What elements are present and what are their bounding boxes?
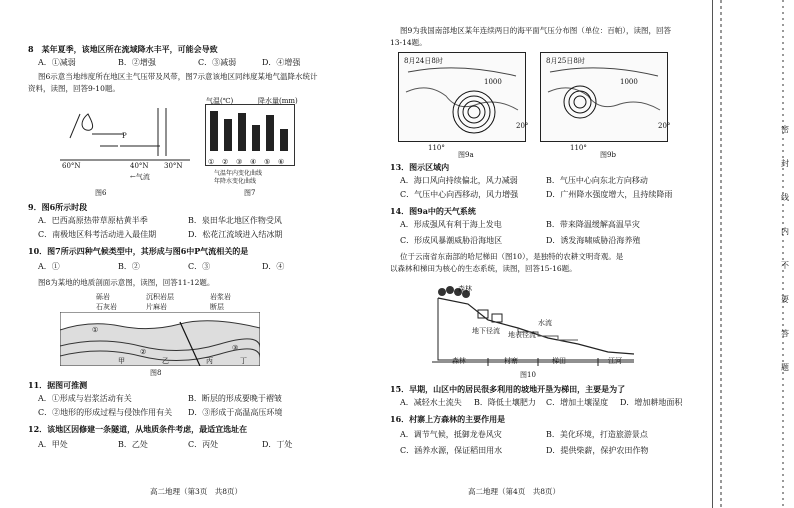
fig7-caption: 图7 (244, 189, 256, 197)
q16-option-b: B．美化环境，打造旅游景点 (546, 430, 648, 439)
q13-option-c: C．气压中心向西移动，风力增强 (400, 190, 519, 199)
q16-option-a: A．调节气候，抵御龙卷风灾 (400, 430, 502, 439)
q14-stem: 14．图9a中的天气系统 (390, 206, 476, 216)
fig8-label-3: ③ (232, 344, 239, 352)
intro-8: 图8为某地的地质剖面示意图，读图，回答11-12题。 (38, 278, 215, 287)
q9-option-d: D．松花江流域进入结冰期 (188, 230, 283, 239)
fig10-label-village: 村寨 (504, 357, 518, 365)
q10-option-d: D．④ (262, 262, 285, 271)
right-page (388, 0, 706, 508)
fig9b-lon: 110° (570, 144, 587, 152)
fig7-label-5: ⑤ (264, 158, 271, 166)
q13-option-b: B．气压中心向东北方向移动 (546, 176, 648, 185)
right-footer: 高二地理（第4页 共8页） (468, 487, 561, 496)
q15-option-b: B．降低土壤肥力 (474, 398, 536, 407)
fig8-legend-4: 石灰岩 (96, 303, 117, 311)
fig6-label-30n: 30°N (164, 162, 183, 170)
q8-option-d: D．④增强 (262, 58, 301, 67)
q11-option-c: C．②地形的形成过程与侵蚀作用有关 (38, 408, 173, 417)
fig9b-caption: 图9b (600, 151, 616, 159)
q11-option-d: D．③形成于高温高压环境 (188, 408, 283, 417)
binding-char-5: 不 (781, 261, 789, 270)
fig10-label-underground: 地下径流 (472, 327, 500, 335)
intro-6-7-line1: 图6示意当地纬度所在地区主气压带及风带，图7示意该地区同纬度某地气温降水统计 (38, 72, 318, 81)
fig8-label-yi: 乙 (162, 357, 169, 365)
fig9a-isobar: 1000 (484, 78, 502, 86)
q13-option-a: A．海口风向持续偏北，风力减弱 (400, 176, 518, 185)
fig6-label-60n: 60°N (62, 162, 81, 170)
intro-9-line2: 13-14题。 (390, 38, 427, 47)
fig10-label-forest-top: 森林 (458, 285, 472, 293)
binding-char-1: 密 (781, 125, 789, 134)
q16-stem: 16．村寨上方森林的主要作用是 (390, 414, 506, 424)
fig7-label-2: ② (222, 158, 229, 166)
q10-option-b: B．② (118, 262, 140, 271)
q12-option-b: B．乙处 (118, 440, 148, 449)
fig9a-date: 8月24日8时 (404, 57, 443, 65)
q10-stem: 10．图7所示四种气候类型中，其形成与图6中P气流相关的是 (28, 246, 249, 256)
fig9b-isobar: 1000 (620, 78, 638, 86)
fig6-label-airflow: ←气流 (130, 173, 150, 181)
fig7-label-1: ① (208, 158, 215, 166)
binding-margin (712, 0, 794, 508)
fig7-label-3: ③ (236, 158, 243, 166)
fig7-label-4: ④ (250, 158, 257, 166)
binding-char-4: 内 (781, 227, 789, 236)
binding-char-6: 要 (781, 295, 789, 304)
fig6-label-40n: 40°N (130, 162, 149, 170)
q16-option-c: C．涵养水源，保证稻田用水 (400, 446, 503, 455)
fig7-label-6: ⑥ (278, 158, 285, 166)
q11-option-b: B．断层的形成要晚于褶皱 (188, 394, 282, 403)
fig7-label-precip: 降水量(mm) (258, 97, 298, 105)
q8-option-a: A．①减弱 (38, 58, 76, 67)
q8-option-b: B．②增强 (118, 58, 156, 67)
fig8-legend-6: 断层 (210, 303, 224, 311)
q13-option-d: D．广州降水强度增大，且持续降雨 (546, 190, 673, 199)
fig8-label-ding: 丁 (240, 357, 247, 365)
q14-option-c: C．形成风暴潮威胁沿海地区 (400, 236, 503, 245)
q12-stem: 12．该地区因修建一条隧道，从地质条件考虑，最适宜选址在 (28, 424, 248, 434)
fig7-legend-temp: 气温年内变化曲线 (214, 170, 263, 177)
q14-option-b: B．带来降温缓解高温旱灾 (546, 220, 640, 229)
q10-option-a: A．① (38, 262, 60, 271)
q15-stem: 15．早期，山区中的居民很多利用的坡地开垦为梯田，主要是为了 (390, 384, 626, 394)
fig8-caption: 图8 (150, 369, 162, 377)
fig6-caption: 图6 (95, 189, 107, 197)
q15-option-c: C．增加土壤湿度 (546, 398, 609, 407)
binding-char-8: 题 (781, 363, 789, 372)
figure-8 (60, 312, 260, 366)
fig8-label-2: ② (140, 348, 147, 356)
binding-char-2: 封 (781, 159, 789, 168)
fig9a-lat: 20° (516, 122, 529, 130)
q12-option-d: D．丁处 (262, 440, 293, 449)
q14-option-a: A．形成强风有利于海上发电 (400, 220, 502, 229)
fig10-label-river: 江河 (608, 357, 622, 365)
q8-option-c: C．③减弱 (198, 58, 237, 67)
left-page (0, 0, 380, 508)
fig9b-date: 8月25日8时 (546, 57, 585, 65)
q11-stem: 11．据图可推测 (28, 380, 88, 390)
q9-option-c: C．南极地区科考活动进入最佳期 (38, 230, 157, 239)
q14-option-d: D．诱发海啸威胁沿海养殖 (546, 236, 641, 245)
q12-option-c: C．丙处 (188, 440, 219, 449)
q15-option-a: A．减轻水土流失 (400, 398, 462, 407)
fig10-label-surface: 地表径流 (508, 331, 536, 339)
fig10-label-forest: 森林 (452, 357, 466, 365)
q13-stem: 13．图示区域内 (390, 162, 450, 172)
fig8-label-1: ① (92, 326, 99, 334)
q8-stem: 8 某年夏季，该地区所在流域降水丰平，可能会导致 (28, 44, 218, 54)
fig8-label-bing: 丙 (206, 357, 213, 365)
q15-option-d: D．增加耕地面积 (620, 398, 683, 407)
fig8-legend-2: 沉积岩层 (146, 293, 174, 301)
fig10-label-terrace: 梯田 (552, 357, 566, 365)
fig8-legend-1: 砾岩 (96, 293, 110, 301)
fig6-label-p: P (122, 132, 127, 140)
fig9b-lat: 20° (658, 122, 671, 130)
fig10-caption: 图10 (520, 371, 536, 379)
q10-option-c: C．③ (188, 262, 211, 271)
binding-char-3: 线 (781, 193, 789, 202)
fig10-label-flow: 水流 (538, 319, 552, 327)
fig9a-lon: 110° (428, 144, 445, 152)
intro-6-7-line2: 资料，读图，回答9-10题。 (28, 84, 120, 93)
q9-stem: 9．图6所示时段 (28, 202, 88, 212)
intro-10-line2: 以森林和梯田为核心的生态系统，读图，回答15-16题。 (390, 264, 577, 273)
fig8-legend-5: 片麻岩 (146, 303, 167, 311)
fig9a-caption: 图9a (458, 151, 474, 159)
q16-option-d: D．提供柴薪，保护农田作物 (546, 446, 649, 455)
q9-option-b: B．泉田华北地区作物受风 (188, 216, 282, 225)
q12-option-a: A．甲处 (38, 440, 68, 449)
left-footer: 高二地理（第3页 共8页） (150, 487, 243, 496)
fig8-legend-3: 岩浆岩 (210, 293, 231, 301)
figure-7 (205, 104, 295, 166)
q9-option-a: A．巴西高原热带草原枯黄半季 (38, 216, 148, 225)
fig7-label-temp: 气温(℃) (206, 97, 234, 105)
binding-char-7: 答 (781, 329, 789, 338)
fig7-legend-precip: 年降水变化曲线 (214, 178, 257, 185)
q11-option-a: A．①形成与岩浆活动有关 (38, 394, 132, 403)
fig8-label-jia: 甲 (118, 357, 125, 365)
intro-9-line1: 图9为我国南部地区某年连续两日的海平面气压分布图（单位：百帕），读图，回答 (400, 26, 672, 35)
intro-10-line1: 位于云南省东南部的哈尼梯田（图10），是独特的农耕文明奇观。是 (400, 252, 624, 261)
